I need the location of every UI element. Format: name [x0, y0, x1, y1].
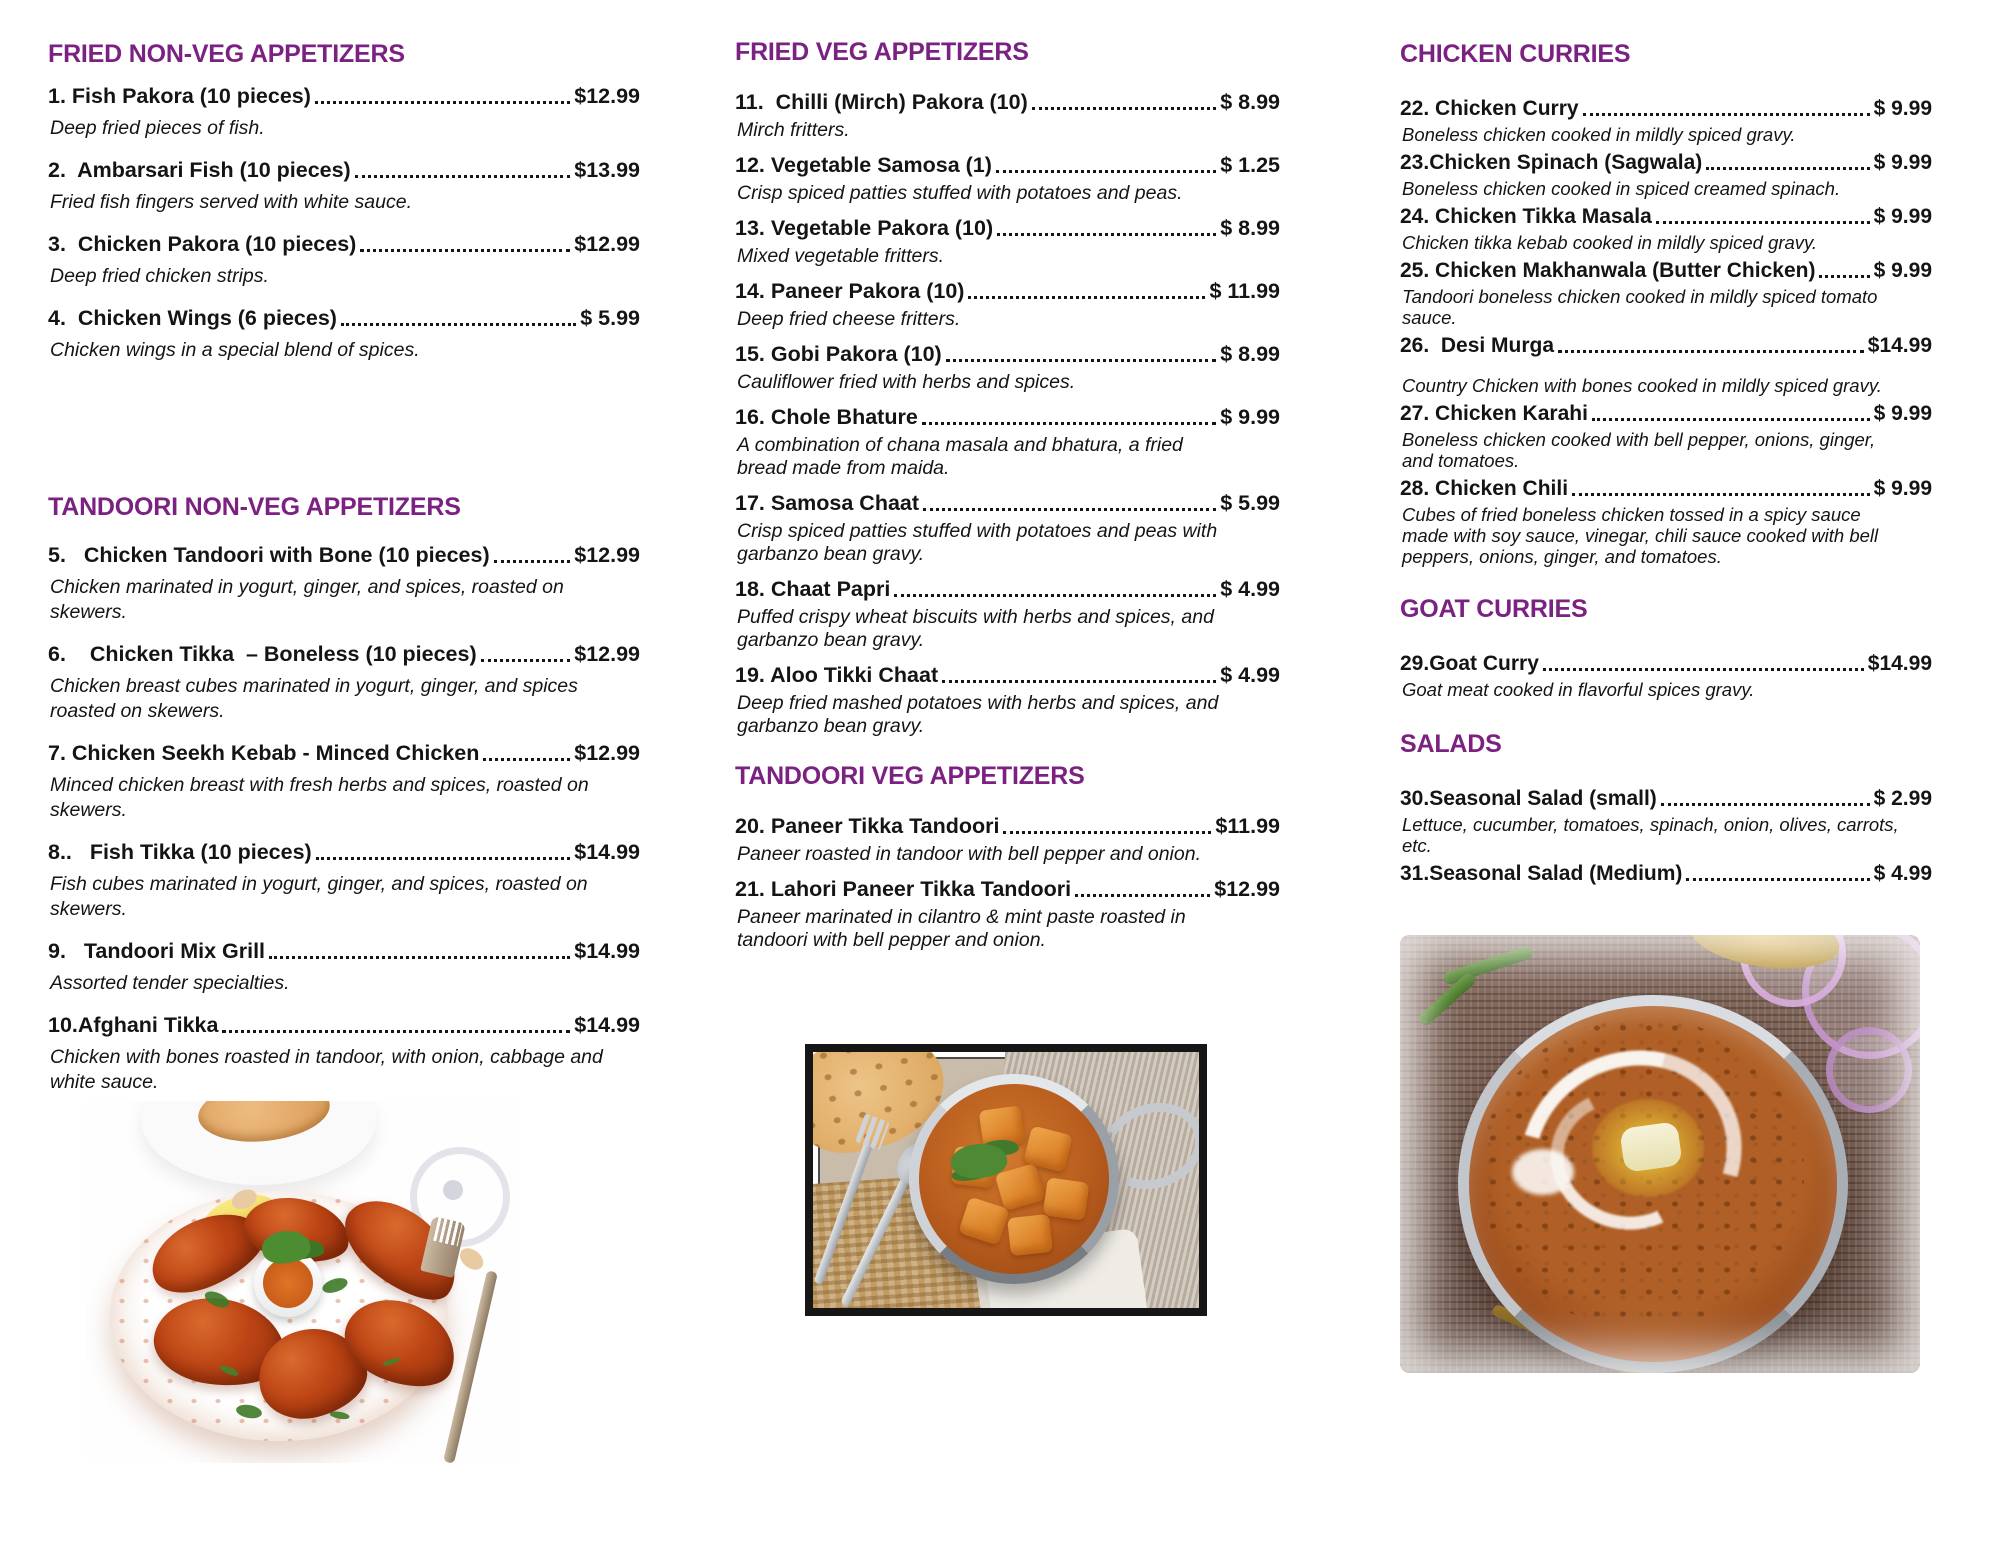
menu-item-line: [48, 231, 640, 258]
menu-item-name: 4. Chicken Wings (6 pieces): [48, 306, 337, 330]
section-items: [48, 83, 640, 363]
menu-item-price: $ 9.99: [1873, 402, 1932, 425]
dotted-leader: [894, 594, 1216, 597]
menu-item-line: [48, 740, 640, 767]
menu-item-price: $ 2.99: [1873, 787, 1932, 810]
butter-cube: [1619, 1121, 1683, 1173]
menu-item-name: 30.Seasonal Salad (small): [1400, 787, 1657, 810]
menu-item-description: Lettuce, cucumber, tomatoes, spinach, onion, olives, carrots, etc.: [1402, 814, 1899, 856]
menu-section: [48, 40, 640, 363]
menu-item-description: Fried fish fingers served with white sauce.: [50, 191, 412, 213]
menu-item-price: $ 1.25: [1220, 153, 1280, 177]
section-title: SALADS: [1400, 730, 1502, 758]
sauce-cup: [254, 1249, 322, 1317]
menu-item-description: Chicken breast cubes marinated in yogurt, ginger, and spices roasted on skewers.: [50, 675, 578, 722]
menu-item-description: Boneless chicken cooked in mildly spiced gravy.: [1402, 124, 1796, 145]
menu-item-line: [735, 876, 1280, 903]
menu-item-description: Fish cubes marinated in yogurt, ginger, and spices, roasted on skewers.: [50, 873, 588, 920]
paneer-cube: [979, 1105, 1026, 1148]
menu-item-description: Cauliflower fried with herbs and spices.: [737, 371, 1076, 393]
dal-makhani-photo: [1400, 935, 1920, 1373]
menu-item-name: 21. Lahori Paneer Tikka Tandoori: [735, 877, 1072, 901]
menu-column-left: [48, 0, 640, 1463]
menu-item-description: Deep fried chicken strips.: [50, 265, 269, 287]
menu-item-price: $ 8.99: [1220, 90, 1280, 114]
section-items: [48, 542, 640, 1095]
menu-item: [48, 231, 640, 289]
menu-item-line: [735, 576, 1280, 603]
menu-item-line: [48, 641, 640, 668]
menu-item-line: [1400, 400, 1932, 427]
menu-item-description: Chicken with bones roasted in tandoor, with onion, cabbage and white sauce.: [50, 1046, 603, 1093]
menu-item-price: $12.99: [1214, 877, 1280, 901]
menu-item: [1400, 475, 1932, 567]
menu-item-price: $ 9.99: [1873, 151, 1932, 174]
menu-item-line: [1400, 149, 1932, 176]
cream-patch: [1512, 1149, 1574, 1195]
menu-item-price: $ 9.99: [1873, 259, 1932, 282]
menu-item: [1400, 149, 1932, 199]
menu-item-line: [48, 938, 640, 965]
menu-item-description: Deep fried mashed potatoes with herbs and spices, and garbanzo bean gravy.: [737, 692, 1219, 737]
menu-item-name: 16. Chole Bhature: [735, 405, 918, 429]
menu-item: [48, 1012, 640, 1095]
dotted-leader: [269, 956, 570, 959]
section-items: [1400, 650, 1932, 700]
dotted-leader: [316, 857, 571, 860]
menu-item-name: 10.Afghani Tikka: [48, 1013, 219, 1037]
menu-item-name: 29.Goat Curry: [1400, 652, 1539, 675]
menu-column-right: [1400, 0, 1932, 1373]
menu-item: [1400, 650, 1932, 700]
menu-item-line: [48, 83, 640, 110]
menu-item: [1400, 860, 1932, 887]
section-items: [1400, 95, 1932, 567]
menu-item-description: Mirch fritters.: [737, 119, 850, 141]
menu-item-line: [1400, 332, 1932, 359]
menu-section: [1400, 730, 1932, 887]
menu-section: [735, 762, 1280, 952]
menu-item-name: 17. Samosa Chaat: [735, 491, 920, 515]
menu-item-line: [1400, 203, 1932, 230]
menu-item: [1400, 332, 1932, 396]
dotted-leader: [1592, 418, 1870, 421]
menu-item-price: $ 9.99: [1873, 97, 1932, 120]
menu-item-name: 26. Desi Murga: [1400, 334, 1555, 357]
menu-item-name: 7. Chicken Seekh Kebab - Minced Chicken: [48, 741, 480, 765]
menu-item-description: Cubes of fried boneless chicken tossed in a spicy sauce made with soy sauce, vinegar, chili sauce cooked with bell peppers, onions, ginger, and tomatoes.: [1402, 504, 1879, 567]
menu-item: [1400, 95, 1932, 145]
menu-item-line: [1400, 785, 1932, 812]
dotted-leader: [483, 758, 570, 761]
menu-item-price: $ 5.99: [1220, 491, 1280, 515]
menu-item-price: $12.99: [574, 642, 640, 666]
menu-item-line: [735, 404, 1280, 431]
green-chili: [1442, 945, 1534, 986]
menu-item-line: [48, 157, 640, 184]
menu-item-line: [735, 813, 1280, 840]
menu-item-price: $ 9.99: [1220, 405, 1280, 429]
menu-item-description: Deep fried pieces of fish.: [50, 117, 265, 139]
menu-item-price: $14.99: [1867, 652, 1932, 675]
paneer-cube: [1043, 1177, 1090, 1220]
menu-section: [1400, 40, 1932, 567]
menu-item-line: [1400, 257, 1932, 284]
menu-item-line: [735, 89, 1280, 116]
menu-item-price: $ 4.99: [1220, 663, 1280, 687]
menu-item: [735, 662, 1280, 738]
menu-section: [48, 493, 640, 1095]
menu-section: [735, 38, 1280, 738]
menu-item-line: [48, 305, 640, 332]
menu-item-price: $14.99: [574, 1013, 640, 1037]
dotted-leader: [1583, 113, 1870, 116]
dotted-leader: [922, 422, 1216, 425]
section-title: FRIED NON-VEG APPETIZERS: [48, 40, 405, 68]
column-sections: [48, 40, 640, 1095]
menu-item-description: Deep fried cheese fritters.: [737, 308, 961, 330]
menu-item-price: $12.99: [574, 84, 640, 108]
dotted-leader: [1032, 107, 1216, 110]
menu-item-name: 31.Seasonal Salad (Medium): [1400, 862, 1683, 885]
menu-item-line: [48, 1012, 640, 1039]
dotted-leader: [1558, 350, 1864, 353]
menu-item-price: $12.99: [574, 543, 640, 567]
menu-section: [1400, 595, 1932, 700]
menu-item: [48, 839, 640, 922]
menu-item-description: Country Chicken with bones cooked in mildly spiced gravy.: [1402, 375, 1882, 396]
dotted-leader: [996, 170, 1216, 173]
menu-item-description: Chicken marinated in yogurt, ginger, and spices, roasted on skewers.: [50, 576, 564, 623]
dotted-leader: [222, 1030, 570, 1033]
section-title: TANDOORI VEG APPETIZERS: [735, 762, 1085, 790]
dotted-leader: [1661, 803, 1870, 806]
dotted-leader: [341, 323, 576, 326]
menu-item-description: Minced chicken breast with fresh herbs and spices, roasted on skewers.: [50, 774, 589, 821]
menu-item: [1400, 257, 1932, 328]
menu-item-name: 5. Chicken Tandoori with Bone (10 pieces): [48, 543, 490, 567]
menu-item-price: $14.99: [1867, 334, 1932, 357]
dotted-leader: [946, 359, 1217, 362]
menu-item-description: Goat meat cooked in flavorful spices gravy.: [1402, 679, 1755, 700]
section-title: TANDOORI NON-VEG APPETIZERS: [48, 493, 461, 521]
menu-item-name: 27. Chicken Karahi: [1400, 402, 1588, 425]
menu-item-description: Paneer marinated in cilantro & mint paste roasted in tandoori with bell pepper and onion.: [737, 906, 1186, 951]
dotted-leader: [494, 560, 571, 563]
column-sections: [1400, 40, 1932, 887]
menu-item-name: 1. Fish Pakora (10 pieces): [48, 84, 311, 108]
dotted-leader: [315, 101, 570, 104]
menu-item-price: $ 4.99: [1873, 862, 1932, 885]
menu-item: [735, 152, 1280, 205]
menu-item-name: 14. Paneer Pakora (10): [735, 279, 965, 303]
menu-item-line: [735, 152, 1280, 179]
dotted-leader: [1819, 275, 1869, 278]
menu-item-line: [1400, 860, 1932, 887]
menu-item: [48, 83, 640, 141]
menu-item-description: Chicken tikka kebab cooked in mildly spiced gravy.: [1402, 232, 1818, 253]
menu-item-description: Chicken wings in a special blend of spices.: [50, 339, 420, 361]
menu-item-description: Boneless chicken cooked in spiced creamed spinach.: [1402, 178, 1841, 199]
menu-item-name: 13. Vegetable Pakora (10): [735, 216, 994, 240]
menu-item-price: $ 11.99: [1209, 279, 1280, 303]
menu-item-line: [735, 341, 1280, 368]
menu-item-price: $ 9.99: [1873, 205, 1932, 228]
menu-item-name: 25. Chicken Makhanwala (Butter Chicken): [1400, 259, 1816, 282]
menu-item-price: $12.99: [574, 232, 640, 256]
menu-item: [48, 542, 640, 625]
menu-item-name: 20. Paneer Tikka Tandoori: [735, 814, 1000, 838]
dotted-leader: [942, 680, 1216, 683]
menu-item: [735, 215, 1280, 268]
dotted-leader: [481, 659, 571, 662]
menu-item-name: 19. Aloo Tikki Chaat: [735, 663, 939, 687]
menu-item-line: [735, 215, 1280, 242]
menu-item-line: [1400, 650, 1932, 677]
menu-item: [1400, 785, 1932, 856]
menu-item-description: Tandoori boneless chicken cooked in mildly spiced tomato sauce.: [1402, 286, 1878, 328]
dipping-sauce: [263, 1258, 313, 1308]
menu-item-name: 15. Gobi Pakora (10): [735, 342, 942, 366]
menu-item-price: $ 9.99: [1873, 477, 1932, 500]
menu-item-price: $14.99: [574, 939, 640, 963]
menu-item-line: [48, 839, 640, 866]
menu-item: [735, 341, 1280, 394]
menu-item-description: Puffed crispy wheat biscuits with herbs and spices, and garbanzo bean gravy.: [737, 606, 1214, 651]
menu-item-line: [1400, 95, 1932, 122]
menu-item-name: 9. Tandoori Mix Grill: [48, 939, 266, 963]
menu-item: [735, 813, 1280, 866]
onion-ring: [1826, 1027, 1912, 1113]
section-title: CHICKEN CURRIES: [1400, 40, 1631, 68]
menu-item-name: 24. Chicken Tikka Masala: [1400, 205, 1652, 228]
menu-item-description: Mixed vegetable fritters.: [737, 245, 945, 267]
menu-item-price: $12.99: [574, 741, 640, 765]
menu-item: [48, 305, 640, 363]
menu-item: [48, 740, 640, 823]
menu-item-name: 18. Chaat Papri: [735, 577, 891, 601]
menu-item: [735, 876, 1280, 952]
menu-item-line: [735, 662, 1280, 689]
menu-item: [735, 89, 1280, 142]
menu-item: [48, 157, 640, 215]
section-items: [1400, 785, 1932, 887]
menu-item-description: Assorted tender specialties.: [50, 972, 290, 994]
menu-item: [48, 641, 640, 724]
dotted-leader: [1075, 894, 1210, 897]
menu-item-name: 3. Chicken Pakora (10 pieces): [48, 232, 357, 256]
menu-item-name: 28. Chicken Chili: [1400, 477, 1569, 500]
menu-item-description: Crisp spiced patties stuffed with potatoes and peas.: [737, 182, 1183, 204]
menu-item: [735, 490, 1280, 566]
section-title: FRIED VEG APPETIZERS: [735, 38, 1029, 66]
dotted-leader: [1686, 878, 1869, 881]
menu-item-line: [735, 490, 1280, 517]
menu-item: [735, 404, 1280, 480]
dotted-leader: [923, 508, 1216, 511]
menu-item-name: 23.Chicken Spinach (Sagwala): [1400, 151, 1703, 174]
dotted-leader: [360, 249, 570, 252]
menu-item-price: $ 8.99: [1220, 342, 1280, 366]
menu-item-price: $ 4.99: [1220, 577, 1280, 601]
dotted-leader: [355, 175, 571, 178]
menu-item-price: $14.99: [574, 840, 640, 864]
column-sections: [735, 38, 1280, 952]
menu-item-description: A combination of chana masala and bhatura, a fried bread made from maida.: [737, 434, 1183, 479]
menu-item-price: $ 5.99: [580, 306, 640, 330]
menu-item: [48, 938, 640, 996]
dotted-leader: [968, 296, 1205, 299]
menu-item-name: 2. Ambarsari Fish (10 pieces): [48, 158, 351, 182]
dotted-leader: [997, 233, 1216, 236]
section-items: [735, 813, 1280, 952]
menu-item-name: 8.. Fish Tikka (10 pieces): [48, 840, 312, 864]
menu-item-price: $11.99: [1215, 814, 1280, 838]
menu-item-name: 12. Vegetable Samosa (1): [735, 153, 992, 177]
dotted-leader: [1656, 221, 1870, 224]
menu-item-price: $13.99: [574, 158, 640, 182]
menu-item: [1400, 203, 1932, 253]
menu-item-description: Crisp spiced patties stuffed with potatoes and peas with garbanzo bean gravy.: [737, 520, 1218, 565]
menu-item: [1400, 400, 1932, 471]
menu-item-line: [735, 278, 1280, 305]
dotted-leader: [1572, 493, 1870, 496]
menu-item-name: 6. Chicken Tikka – Boneless (10 pieces): [48, 642, 477, 666]
menu-item-line: [1400, 475, 1932, 502]
paneer-cube: [1007, 1214, 1053, 1256]
menu-item-line: [48, 542, 640, 569]
menu-column-center: [735, 0, 1280, 1316]
menu-item-price: $ 8.99: [1220, 216, 1280, 240]
dotted-leader: [1706, 167, 1869, 170]
menu-item: [735, 278, 1280, 331]
section-title: GOAT CURRIES: [1400, 595, 1588, 623]
menu-item: [735, 576, 1280, 652]
tandoori-chicken-photo: [86, 1101, 518, 1463]
menu-item-description: Boneless chicken cooked with bell pepper, onions, ginger, and tomatoes.: [1402, 429, 1876, 471]
menu-item-name: 11. Chilli (Mirch) Pakora (10): [735, 90, 1028, 114]
section-items: [735, 89, 1280, 738]
paneer-tikka-photo: [805, 1044, 1207, 1316]
dotted-leader: [1543, 668, 1864, 671]
menu-item-name: 22. Chicken Curry: [1400, 97, 1579, 120]
dotted-leader: [1003, 831, 1211, 834]
menu-item-description: Paneer roasted in tandoor with bell pepper and onion.: [737, 843, 1201, 865]
